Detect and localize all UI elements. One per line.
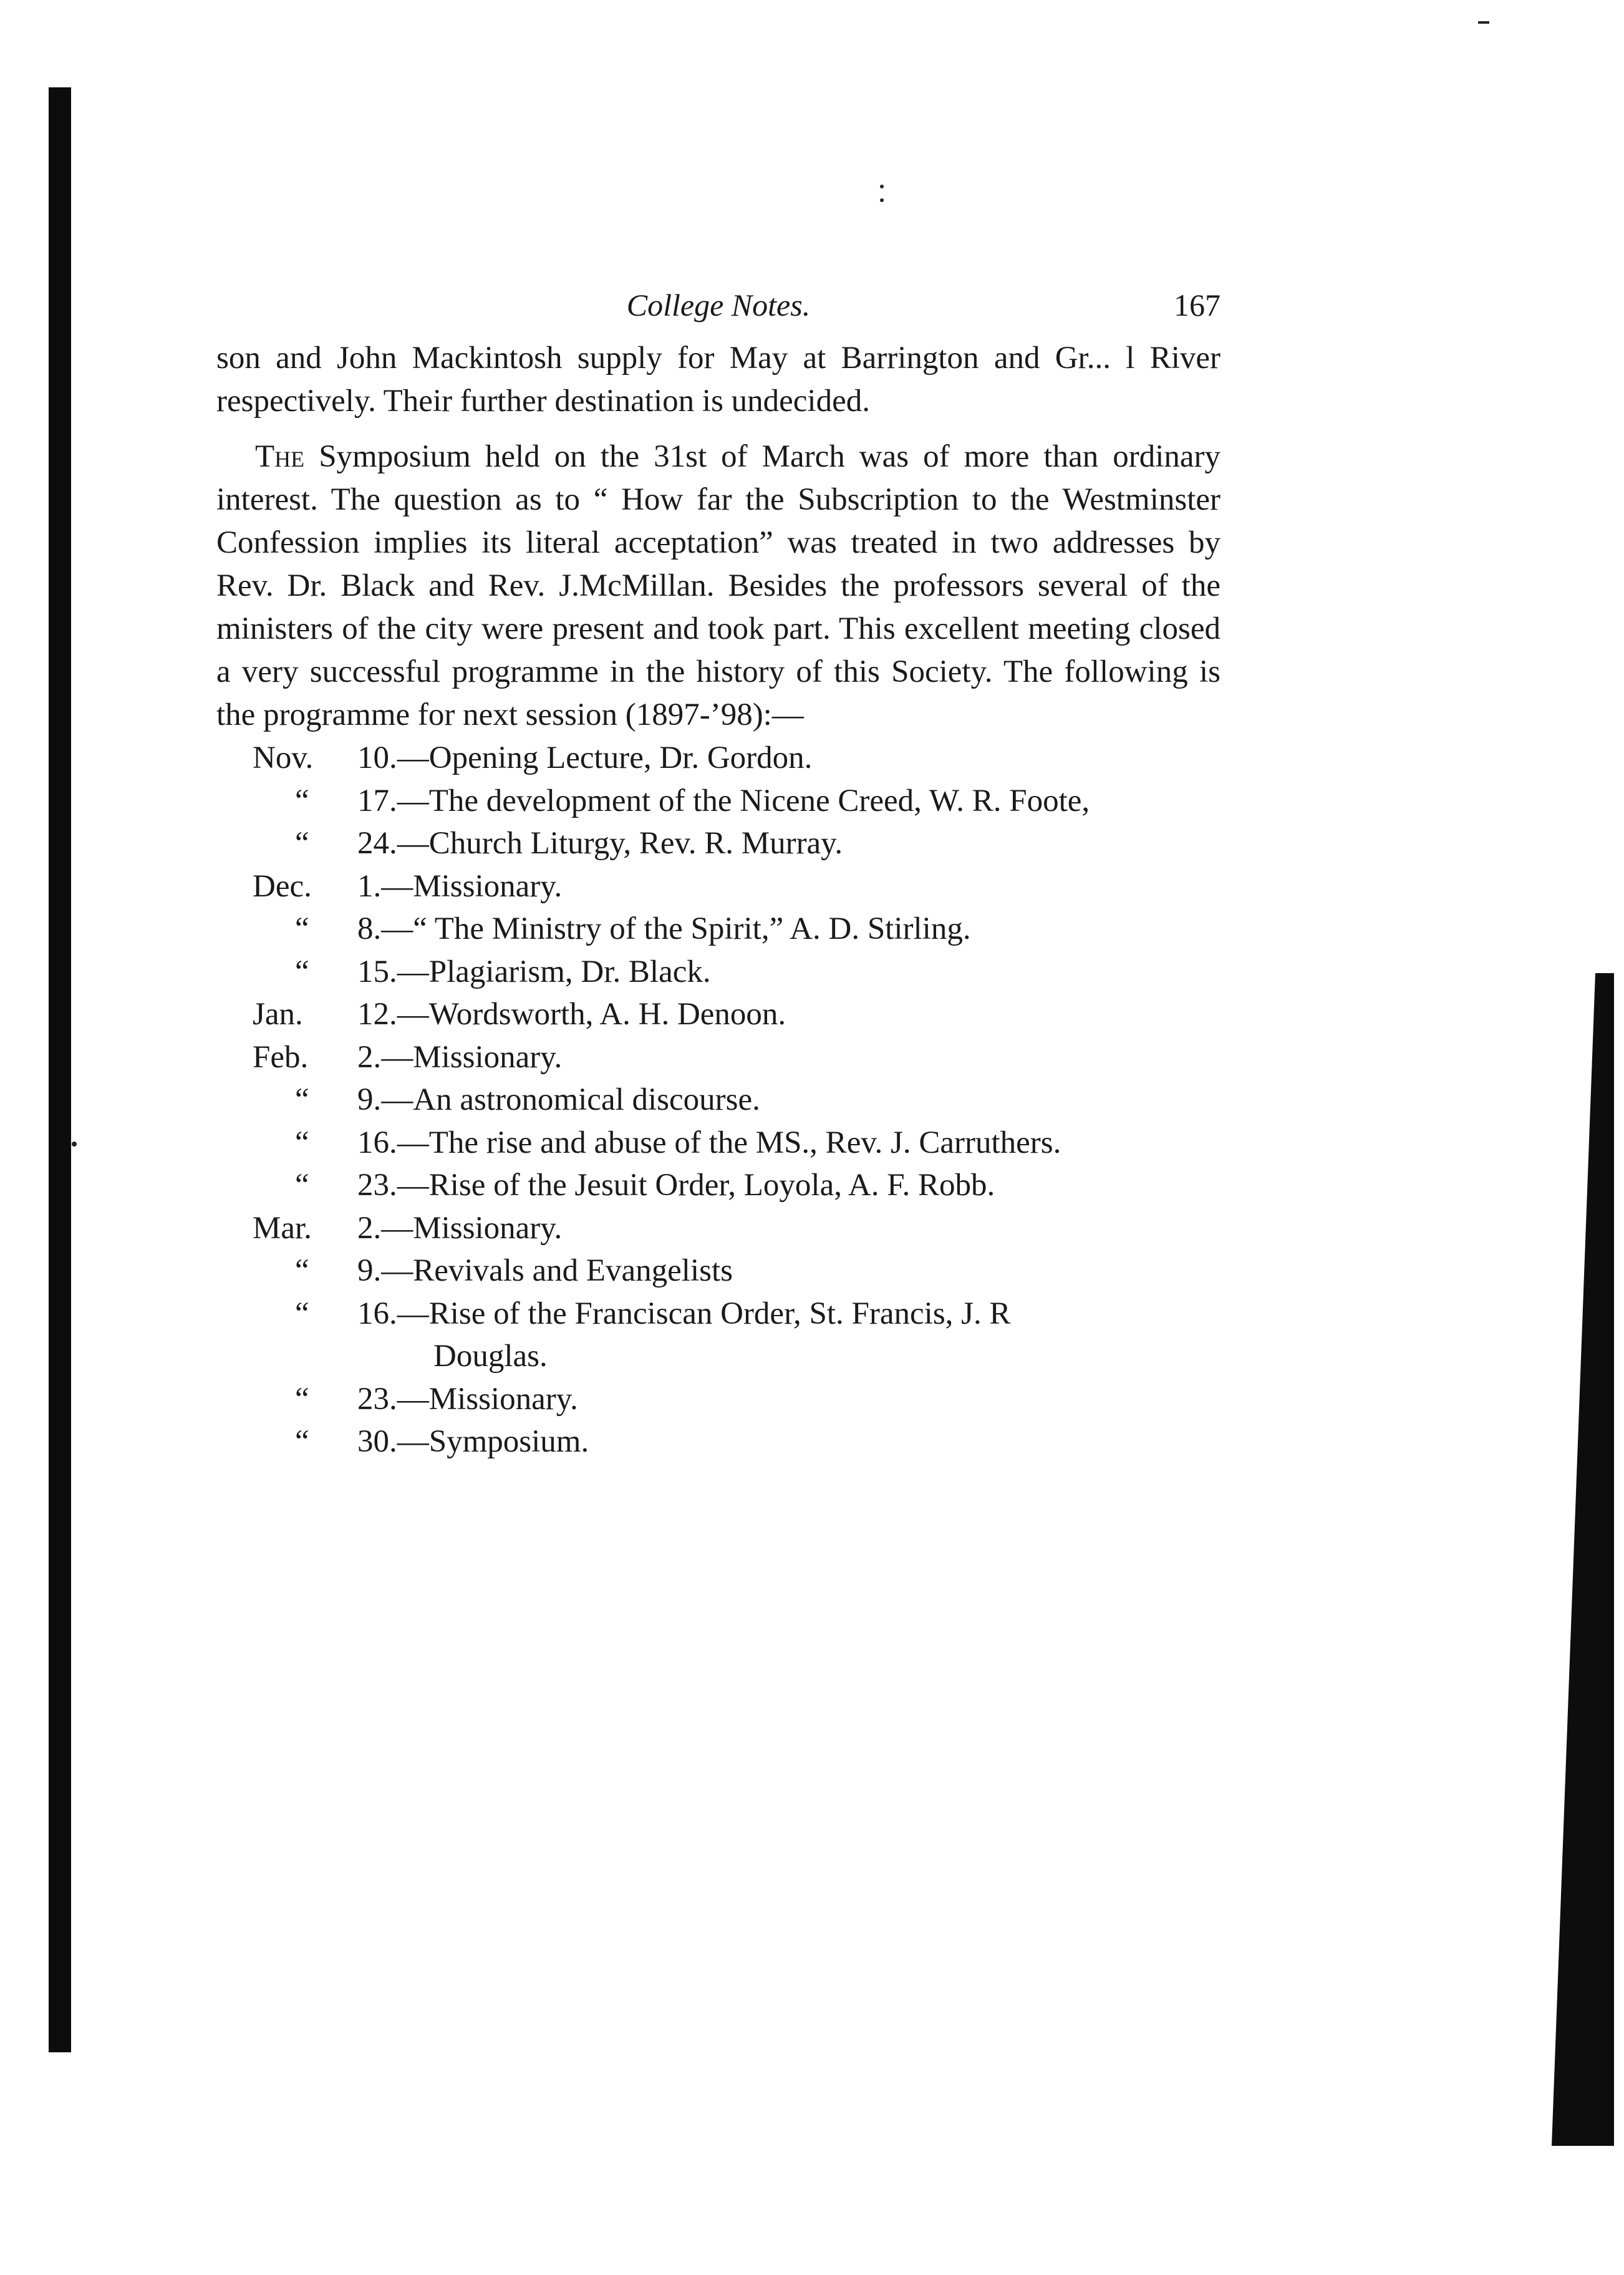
programme-month: Feb. (253, 1039, 309, 1075)
programme-topic: —Revivals and Evangelists (381, 1253, 733, 1288)
programme-month: “ (295, 1082, 309, 1117)
programme-topic: Douglas. (433, 1339, 548, 1374)
programme-day: 9. (357, 1253, 382, 1288)
programme-day: 17. (357, 783, 397, 818)
programme-entry (357, 908, 1220, 951)
page-number: 167 (1174, 288, 1220, 323)
programme-day: 1. (357, 868, 382, 904)
programme-list (216, 737, 1220, 1463)
programme-topic: —Missionary. (397, 1381, 578, 1417)
programme-month: Mar. (253, 1210, 312, 1246)
programme-entry (357, 1207, 1220, 1250)
programme-item (216, 1079, 1220, 1122)
programme-item (216, 1335, 1220, 1378)
programme-entry (357, 1249, 1220, 1293)
programme-item (216, 1164, 1220, 1207)
programme-topic: —The rise and abuse of the MS., Rev. J. Carruthers. (397, 1125, 1061, 1160)
programme-month: “ (295, 1296, 309, 1331)
programme-month: “ (295, 1125, 309, 1160)
programme-day: 23. (357, 1168, 397, 1203)
programme-entry (357, 865, 1220, 908)
scan-speck (880, 185, 884, 188)
programme-entry (357, 737, 1220, 780)
programme-topic: —Symposium. (397, 1424, 589, 1459)
programme-month: “ (295, 1168, 309, 1203)
programme-item (216, 908, 1220, 951)
programme-item (216, 1293, 1220, 1336)
programme-item (216, 1122, 1220, 1165)
programme-month: Nov. (253, 740, 314, 775)
programme-item (216, 780, 1220, 823)
running-title: College Notes. (626, 288, 811, 323)
programme-topic: —Rise of the Jesuit Order, Loyola, A. F. Robb. (397, 1168, 995, 1203)
paragraph-2 (216, 435, 1220, 737)
programme-entry (357, 1293, 1220, 1336)
scan-edge-left (49, 87, 71, 2052)
programme-entry (357, 1079, 1220, 1122)
programme-item (216, 1207, 1220, 1250)
programme-entry (357, 1122, 1220, 1165)
programme-item (216, 865, 1220, 908)
programme-month: “ (295, 826, 309, 861)
scan-speck (1478, 21, 1489, 24)
programme-item (216, 993, 1220, 1036)
programme-topic: —The development of the Nicene Creed, W. R. Foote, (397, 783, 1090, 818)
scan-edge-right (1552, 973, 1614, 2146)
running-head (216, 287, 1220, 337)
programme-topic: —Plagiarism, Dr. Black. (397, 954, 711, 989)
programme-month: Dec. (253, 868, 312, 904)
programme-topic: —Rise of the Franciscan Order, St. Francis, J. R (397, 1296, 1011, 1331)
scan-speck (72, 1142, 77, 1147)
programme-day: 16. (357, 1296, 397, 1331)
programme-topic: —Wordsworth, A. H. Denoon. (397, 997, 786, 1032)
programme-entry (357, 780, 1220, 823)
programme-month: Jan. (253, 997, 303, 1032)
programme-day: 8. (357, 911, 382, 946)
paragraph-2-lead: The (255, 439, 305, 474)
programme-entry (357, 1378, 1220, 1421)
programme-day: 24. (357, 826, 397, 861)
programme-month: “ (295, 1253, 309, 1288)
programme-item (216, 822, 1220, 865)
programme-entry (357, 1036, 1220, 1079)
programme-entry (357, 1164, 1220, 1207)
programme-entry (357, 951, 1220, 994)
programme-day: 16. (357, 1125, 397, 1160)
programme-entry (357, 1420, 1220, 1463)
programme-day: 2. (357, 1210, 382, 1246)
programme-item (216, 1420, 1220, 1463)
programme-month: “ (295, 1381, 309, 1417)
programme-topic: —Missionary. (381, 1210, 563, 1246)
programme-topic: —“ The Ministry of the Spirit,” A. D. Stirling. (381, 911, 971, 946)
paragraph-2-text: Symposium held on the 31st of March was of more than ordinary interest. The question as to “ How far the Subscription to the Westminster Confession implies its literal acceptation” was treated in two addresses by Rev. Dr. Black and Rev. J.McMillan. Besides the professors several of the ministers of the city were present and took part. This excellent meeting closed a very successful programme in the history of this Society. The following is the programme for next session (1897-’98):— (216, 439, 1221, 732)
paragraph-1: son and John Mackintosh supply for May at Barrington and Gr... l River respectively. Their further destination is undecided. (216, 341, 1220, 419)
scan-speck (880, 198, 884, 202)
programme-day: 9. (357, 1082, 382, 1117)
programme-day: 15. (357, 954, 397, 989)
programme-entry (357, 822, 1220, 865)
programme-topic: —Church Liturgy, Rev. R. Murray. (397, 826, 843, 861)
programme-month (216, 1335, 357, 1378)
programme-topic: —Missionary. (381, 1039, 563, 1075)
programme-day: 23. (357, 1381, 397, 1417)
programme-month: “ (295, 1424, 309, 1459)
programme-day: 2. (357, 1039, 382, 1075)
programme-item (216, 1036, 1220, 1079)
programme-topic: —An astronomical discourse. (381, 1082, 760, 1117)
programme-day: 12. (357, 997, 397, 1032)
programme-entry (357, 993, 1220, 1036)
programme-item (216, 1378, 1220, 1421)
programme-entry (357, 1335, 1220, 1378)
programme-topic: —Opening Lecture, Dr. Gordon. (397, 740, 813, 775)
programme-month: “ (295, 911, 309, 946)
programme-day: 10. (357, 740, 397, 775)
programme-item (216, 951, 1220, 994)
programme-topic: —Missionary. (381, 868, 563, 904)
programme-item (216, 737, 1220, 780)
programme-month: “ (295, 783, 309, 818)
programme-item (216, 1249, 1220, 1293)
programme-day: 30. (357, 1424, 397, 1459)
programme-month: “ (295, 954, 309, 989)
page (216, 287, 1220, 1463)
